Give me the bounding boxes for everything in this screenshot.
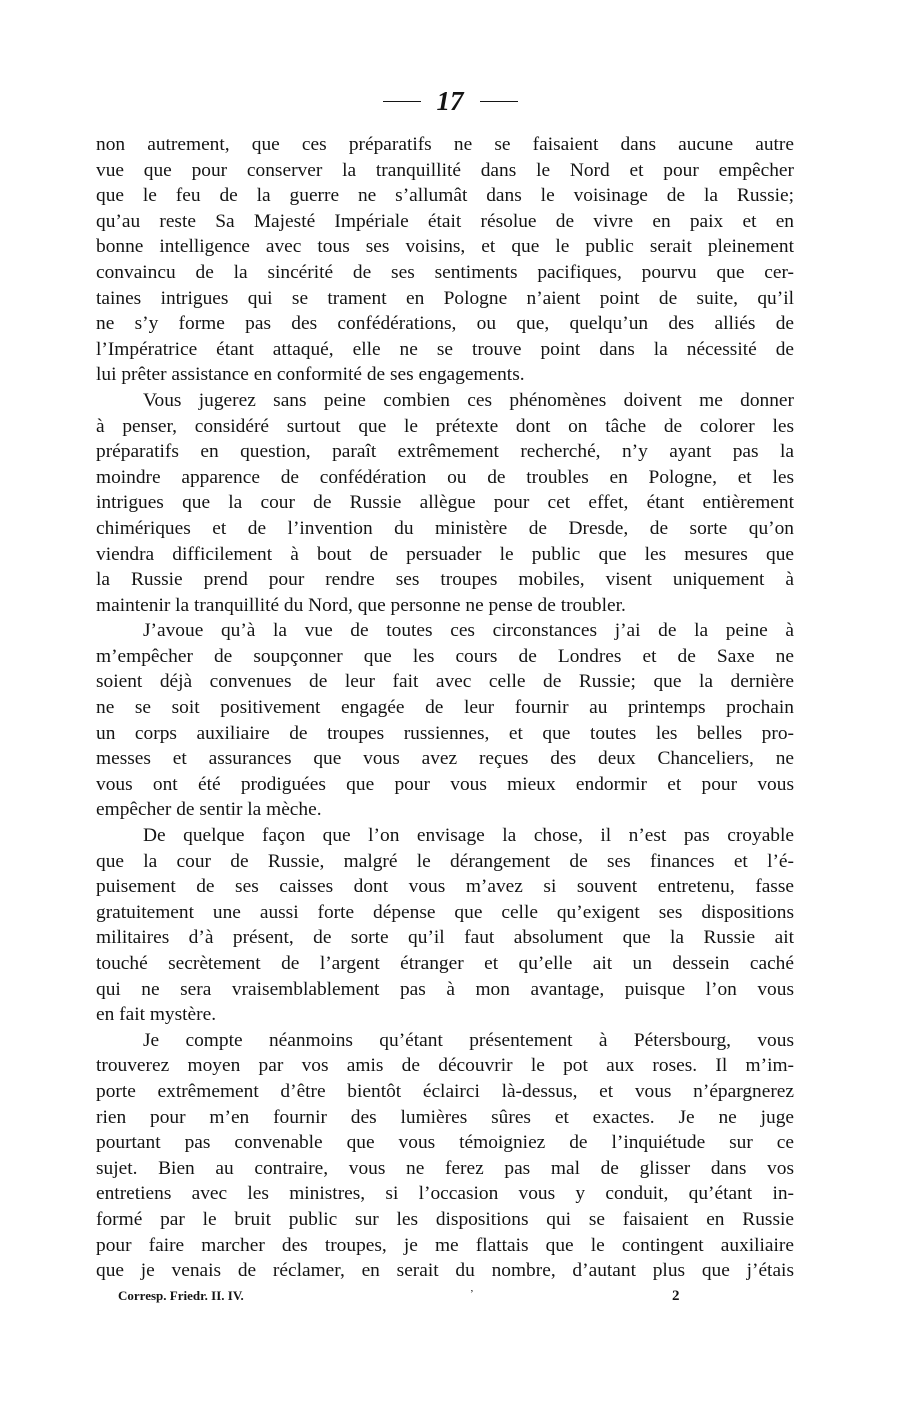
text-line xyxy=(96,1002,794,1028)
text-line xyxy=(96,925,794,951)
text-line xyxy=(96,1079,794,1105)
text-line-content: J’avoue qu’à la vue de toutes ces circonstances j’ai de la peine à xyxy=(143,620,794,642)
text-line xyxy=(96,1156,794,1182)
text-line-content: intrigues que la cour de Russie allègue pour cet effet, étant entièrement xyxy=(96,492,794,514)
text-line-content: entretiens avec les ministres, si l’occasion vous y conduit, qu’étant in- xyxy=(96,1183,794,1205)
text-line-content: ne s’y forme pas des confédérations, ou que, quelqu’un des alliés de xyxy=(96,313,794,335)
text-line-content: bonne intelligence avec tous ses voisins, et que le public serait pleinement xyxy=(96,236,794,258)
text-line xyxy=(96,977,794,1003)
text-line-content: préparatifs en question, paraît extrêmement recherché, n’y ayant pas la xyxy=(96,441,794,463)
text-line xyxy=(96,465,794,491)
text-line-content: porte extrêmement d’être bientôt éclairci là-dessus, et vous n’épargnerez xyxy=(96,1080,794,1102)
text-line xyxy=(96,337,794,363)
page-footer xyxy=(118,1286,718,1306)
text-line xyxy=(96,1130,794,1156)
signature-mark: Corresp. Friedr. II. IV. xyxy=(118,1288,244,1303)
text-line xyxy=(96,286,794,312)
text-line xyxy=(96,772,794,798)
text-line xyxy=(96,490,794,516)
page-header xyxy=(0,84,900,118)
text-line-content: que le feu de la guerre ne s’allumât dans le voisinage de la Russie; xyxy=(96,185,794,207)
text-line xyxy=(96,132,794,158)
text-line-content: la Russie prend pour rendre ses troupes mobiles, visent uniquement à xyxy=(96,569,794,591)
text-line-content: l’Impératrice étant attaqué, elle ne se trouve point dans la nécessité de xyxy=(96,338,794,360)
text-line-content: touché secrètement de l’argent étranger et qu’elle ait un dessein caché xyxy=(96,953,794,974)
text-line-content: que la cour de Russie, malgré le dérangement de ses finances et l’é- xyxy=(96,850,794,872)
text-line-content: ne se soit positivement engagée de leur fournir au printemps prochain xyxy=(96,697,794,719)
text-line xyxy=(96,874,794,900)
text-line-content: De quelque façon que l’on envisage la chose, il n’est pas croyable xyxy=(143,825,794,847)
text-line-content: vous ont été prodiguées que pour vous mieux endormir et pour vous xyxy=(96,773,794,795)
body-text xyxy=(96,132,794,1284)
text-line-content: pour faire marcher des troupes, je me flattais que le contingent auxiliaire xyxy=(96,1234,794,1256)
text-line-content: en fait mystère. xyxy=(96,1004,217,1026)
text-line xyxy=(96,644,794,670)
paragraph xyxy=(96,132,794,388)
paragraph xyxy=(96,1028,794,1284)
text-line xyxy=(96,951,794,977)
text-line-content: vue que pour conserver la tranquillité dans le Nord et pour empêcher xyxy=(96,159,794,181)
text-line xyxy=(96,414,794,440)
text-line xyxy=(96,618,794,644)
text-line xyxy=(96,260,794,286)
text-line xyxy=(96,311,794,337)
text-line xyxy=(96,721,794,747)
text-line-content: m’empêcher de soupçonner que les cours de Londres et de Saxe ne xyxy=(96,645,794,667)
text-line xyxy=(96,593,794,619)
text-line xyxy=(96,158,794,184)
printer-mark: ’ xyxy=(470,1288,474,1300)
text-line-content: Je compte néanmoins qu’étant présentement à Pétersbourg, vous xyxy=(143,1029,794,1051)
sheet-number: 2 xyxy=(672,1288,680,1304)
text-line-content: qu’au reste Sa Majesté Impériale était résolue de vivre en paix et en xyxy=(96,210,794,232)
text-line xyxy=(96,234,794,260)
paragraph xyxy=(96,388,794,618)
text-line xyxy=(96,797,794,823)
text-line-content: à penser, considéré surtout que le prétexte dont on tâche de colorer les xyxy=(96,415,794,437)
text-line-content: empêcher de sentir la mèche. xyxy=(96,799,322,821)
text-line xyxy=(96,516,794,542)
text-line xyxy=(96,1207,794,1233)
text-line-content: chimériques et de l’invention du ministère de Dresde, de sorte qu’on xyxy=(96,517,794,539)
text-line xyxy=(96,1105,794,1131)
page-number: 17 xyxy=(436,86,464,116)
text-line xyxy=(96,1053,794,1079)
text-line-content: taines intrigues qui se trament en Pologne n’aient point de suite, qu’il xyxy=(96,287,794,309)
text-line xyxy=(96,439,794,465)
text-line xyxy=(96,1233,794,1259)
text-line-content: convaincu de la sincérité de ses sentiments pacifiques, pourvu que cer- xyxy=(96,261,794,283)
text-line-content: moindre apparence de confédération ou de troubles en Pologne, et les xyxy=(96,466,794,488)
header-dash-right xyxy=(480,101,518,102)
text-line-content: non autrement, que ces préparatifs ne se faisaient dans aucune autre xyxy=(96,134,794,155)
text-line-content: militaires d’à présent, de sorte qu’il faut absolument que la Russie ait xyxy=(96,927,794,949)
paragraph xyxy=(96,823,794,1028)
text-line-content: que je venais de réclamer, en serait du nombre, d’autant plus que j’étais xyxy=(96,1260,794,1282)
paragraph xyxy=(96,618,794,823)
header-dash-left xyxy=(383,101,421,102)
text-line xyxy=(96,849,794,875)
text-line-content: formé par le bruit public sur les dispositions qui se faisaient en Russie xyxy=(96,1208,794,1230)
text-line-content: un corps auxiliaire de troupes russiennes, et que toutes les belles pro- xyxy=(96,722,794,744)
text-line xyxy=(96,183,794,209)
text-line xyxy=(96,823,794,849)
text-line-content: trouverez moyen par vos amis de découvrir le pot aux roses. Il m’im- xyxy=(96,1055,794,1077)
text-line xyxy=(96,1028,794,1054)
text-line-content: maintenir la tranquillité du Nord, que personne ne pense de troubler. xyxy=(96,594,626,616)
text-line xyxy=(96,362,794,388)
text-line xyxy=(96,388,794,414)
text-line xyxy=(96,695,794,721)
text-line xyxy=(96,900,794,926)
text-line-content: viendra difficilement à bout de persuader le public que les mesures que xyxy=(96,543,794,565)
text-line-content: gratuitement une aussi forte dépense que celle qu’exigent ses dispositions xyxy=(96,901,794,923)
text-line xyxy=(96,542,794,568)
text-line-content: lui prêter assistance en conformité de ses engagements. xyxy=(96,364,525,386)
text-line-content: pourtant pas convenable que vous témoigniez de l’inquiétude sur ce xyxy=(96,1132,794,1154)
text-line-content: puisement de ses caisses dont vous m’avez si souvent entretenu, fasse xyxy=(96,876,794,898)
text-line-content: Vous jugerez sans peine combien ces phénomènes doivent me donner xyxy=(143,389,794,411)
text-line xyxy=(96,567,794,593)
text-line-content: sujet. Bien au contraire, vous ne ferez pas mal de glisser dans vos xyxy=(96,1157,794,1179)
text-line xyxy=(96,209,794,235)
text-line-content: qui ne sera vraisemblablement pas à mon avantage, puisque l’on vous xyxy=(96,978,794,1000)
text-line xyxy=(96,1181,794,1207)
text-line xyxy=(96,669,794,695)
text-line-content: rien pour m’en fournir des lumières sûres et exactes. Je ne juge xyxy=(96,1106,794,1128)
text-line xyxy=(96,1258,794,1284)
text-line xyxy=(96,746,794,772)
text-line-content: soient déjà convenues de leur fait avec celle de Russie; que la dernière xyxy=(96,671,794,693)
text-line-content: messes et assurances que vous avez reçues des deux Chanceliers, ne xyxy=(96,748,794,770)
